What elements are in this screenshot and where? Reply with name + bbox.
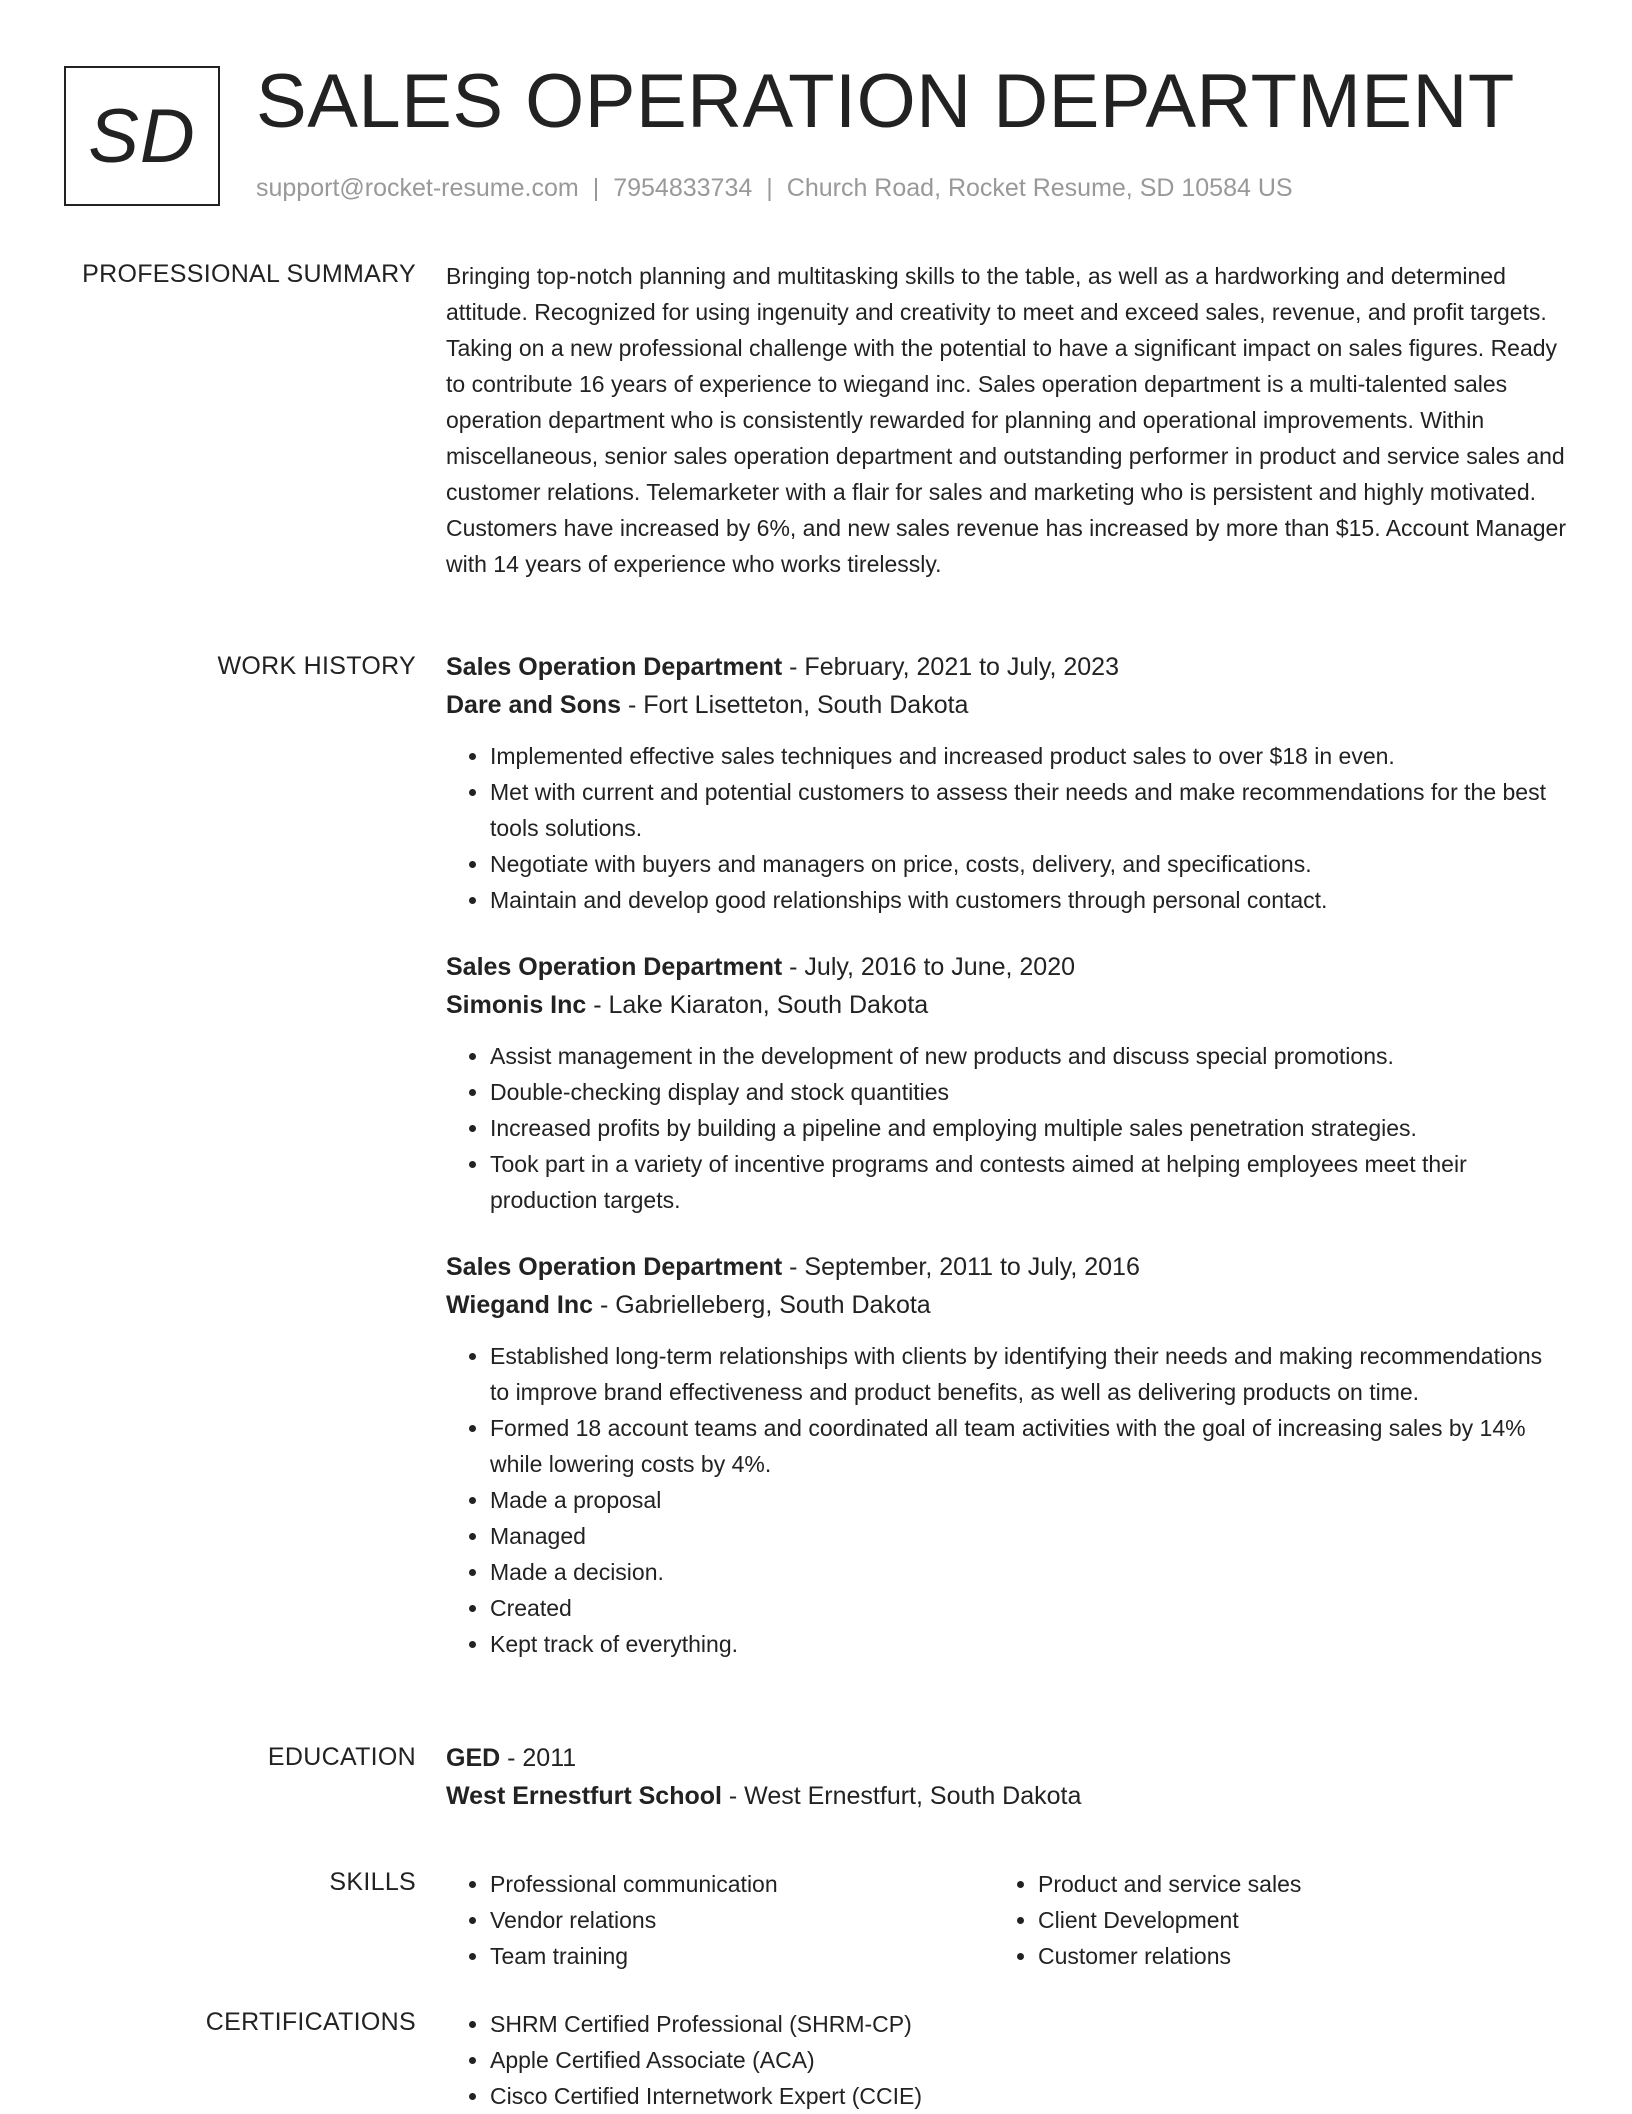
contact-phone: 7954833734 [613, 174, 753, 202]
job-bullets [446, 1338, 1566, 1662]
job-bullet-item: • Created [490, 1590, 1566, 1626]
certification-item: • Cisco Certified Internetwork Expert (CCIE) [490, 2078, 1566, 2114]
education-school: West Ernestfurt School [446, 1782, 722, 1810]
skill-item: • Team training [490, 1938, 994, 1974]
skills-grid [446, 1866, 1566, 1974]
job-company: Wiegand Inc [446, 1291, 594, 1319]
job-dates: - September, 2011 to July, 2016 [782, 1253, 1140, 1281]
summary-text: Bringing top-notch planning and multitasking skills to the table, as well as a hardworking and determined attitude. Recognized for using ingenuity and creativity to meet and exceed sales, revenue, and profit targets. Taking on a new professional challenge with the potential to have a significant impact on sales figures. Ready to contribute 16 years of experience to wiegand inc. Sales operation department is a multi-talented sales operation department who is consistently rewarded for planning and operational improvements. Within miscellaneous, senior sales operation department and outstanding performer in product and service sales and customer relations. Telemarketer with a flair for sales and marketing who is persistent and highly motivated. Customers have increased by 6%, and new sales revenue has increased by more than $15. Account Manager with 14 years of experience who works tirelessly. [446, 263, 1566, 577]
job-dates: - February, 2021 to July, 2023 [782, 653, 1119, 681]
job-bullets [446, 1038, 1566, 1218]
job-company-line [446, 1286, 1566, 1324]
resume-name: SALES OPERATION DEPARTMENT [256, 59, 1515, 144]
job-bullet-item: • Assist management in the development of new products and discuss special promotions. [490, 1038, 1566, 1074]
job-bullets [446, 738, 1566, 918]
job-location: - Fort Lisetteton, South Dakota [621, 691, 969, 719]
job-title-line [446, 1248, 1566, 1286]
education-body [446, 1739, 1566, 1815]
section-title-education: EDUCATION [267, 1743, 416, 1771]
skill-item: • Customer relations [1038, 1938, 1542, 1974]
education-degree: GED [446, 1744, 501, 1772]
job-bullet-item: • Kept track of everything. [490, 1626, 1566, 1662]
job-bullet-item: • Negotiate with buyers and managers on price, costs, delivery, and specifications. [490, 846, 1566, 882]
skill-item: • Client Development [1038, 1902, 1542, 1938]
certification-item: • Apple Certified Associate (ACA) [490, 2042, 1566, 2078]
skill-item: • Vendor relations [490, 1902, 994, 1938]
education-year: - 2011 [500, 1744, 577, 1772]
job-title-line [446, 948, 1566, 986]
job-bullet-item: • Met with current and potential customers to assess their needs and make recommendations for the best tools solutions. [490, 774, 1566, 846]
summary-body [446, 258, 1566, 582]
contact-line [256, 174, 1293, 203]
section-title-skills: SKILLS [329, 1868, 416, 1896]
job-bullet-item: • Implemented effective sales techniques and increased product sales to over $18 in even. [490, 738, 1566, 774]
job-bullet-item: • Double-checking display and stock quantities [490, 1074, 1566, 1110]
education-degree-line [446, 1739, 1566, 1777]
job-role: Sales Operation Department [446, 953, 783, 981]
certifications-list [446, 2006, 1566, 2114]
job-entry [446, 648, 1566, 918]
skills-body [446, 1866, 1566, 1974]
job-location: - Lake Kiaraton, South Dakota [586, 991, 929, 1019]
contact-email: support@rocket-resume.com [256, 174, 579, 202]
skill-item: • Product and service sales [1038, 1866, 1542, 1902]
job-role: Sales Operation Department [446, 1253, 783, 1281]
job-company-line [446, 686, 1566, 724]
monogram-box [64, 66, 220, 206]
job-company: Simonis Inc [446, 991, 587, 1019]
job-entry [446, 1248, 1566, 1662]
section-title-summary: PROFESSIONAL SUMMARY [82, 260, 416, 288]
job-bullet-item: • Made a proposal [490, 1482, 1566, 1518]
section-title-work: WORK HISTORY [217, 652, 416, 680]
job-bullet-item: • Made a decision. [490, 1554, 1566, 1590]
education-location: - West Ernestfurt, South Dakota [721, 1782, 1082, 1810]
job-entry [446, 948, 1566, 1218]
job-company: Dare and Sons [446, 691, 622, 719]
job-bullet-item: • Maintain and develop good relationships with customers through personal contact. [490, 882, 1566, 918]
job-company-line [446, 986, 1566, 1024]
job-bullet-item: • Took part in a variety of incentive programs and contests aimed at helping employees meet their production targets. [490, 1146, 1566, 1218]
skills-column-right [994, 1866, 1542, 1974]
certification-item: • SHRM Certified Professional (SHRM-CP) [490, 2006, 1566, 2042]
job-bullet-item: • Formed 18 account teams and coordinated all team activities with the goal of increasing sales by 14% while lowering costs by 4%. [490, 1410, 1566, 1482]
contact-separator: | [766, 174, 773, 202]
skill-item: • Professional communication [490, 1866, 994, 1902]
job-bullet-item: • Established long-term relationships with clients by identifying their needs and making recommendations to improve brand effectiveness and product benefits, as well as delivering products on time. [490, 1338, 1566, 1410]
contact-address: Church Road, Rocket Resume, SD 10584 US [786, 174, 1293, 202]
jobs-list [446, 648, 1566, 1662]
job-title-line [446, 648, 1566, 686]
job-bullet-item: • Increased profits by building a pipeline and employing multiple sales penetration strategies. [490, 1110, 1566, 1146]
skills-column-left [446, 1866, 994, 1974]
education-school-line [446, 1777, 1566, 1815]
work-body [446, 648, 1566, 1692]
section-title-certifications: CERTIFICATIONS [205, 2008, 416, 2036]
monogram-initials: SD [88, 93, 196, 179]
job-dates: - July, 2016 to June, 2020 [782, 953, 1076, 981]
certifications-body [446, 2006, 1566, 2114]
job-role: Sales Operation Department [446, 653, 783, 681]
contact-separator: | [592, 174, 600, 202]
job-location: - Gabrielleberg, South Dakota [593, 1291, 931, 1319]
job-bullet-item: • Managed [490, 1518, 1566, 1554]
